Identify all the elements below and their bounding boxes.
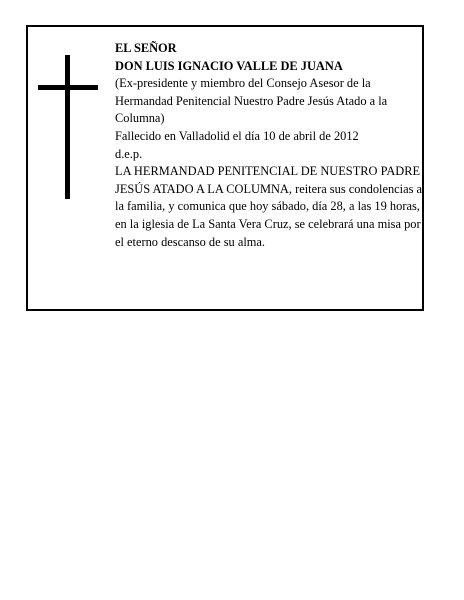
cross-icon [38, 55, 98, 199]
rip-text: d.e.p. [115, 146, 143, 161]
notice-title: EL SEÑOR [115, 41, 177, 55]
obituary-notice [26, 25, 424, 311]
death-info: Fallecido en Valladolid el día 10 de abril de 2012 [115, 128, 359, 143]
cross-horizontal-bar [38, 85, 98, 90]
notice-message: LA HERMANDAD PENITENCIAL DE NUESTRO PADRE JESÚS ATADO A LA COLUMNA, reitera sus condolencias a la familia, y comunica que hoy sábado, día 28, a las 19 horas, en la iglesia de La Santa Vera Cruz, se celebrará una misa por el eterno descanso de su alma. [115, 164, 423, 249]
deceased-role: (Ex-presidente y miembro del Consejo Asesor de la Hermandad Penitencial Nuestro Padre Jesús Atado a la Columna) [115, 76, 388, 126]
cross-vertical-bar [65, 55, 70, 199]
notice-text [115, 40, 423, 251]
deceased-name: DON LUIS IGNACIO VALLE DE JUANA [115, 58, 343, 73]
